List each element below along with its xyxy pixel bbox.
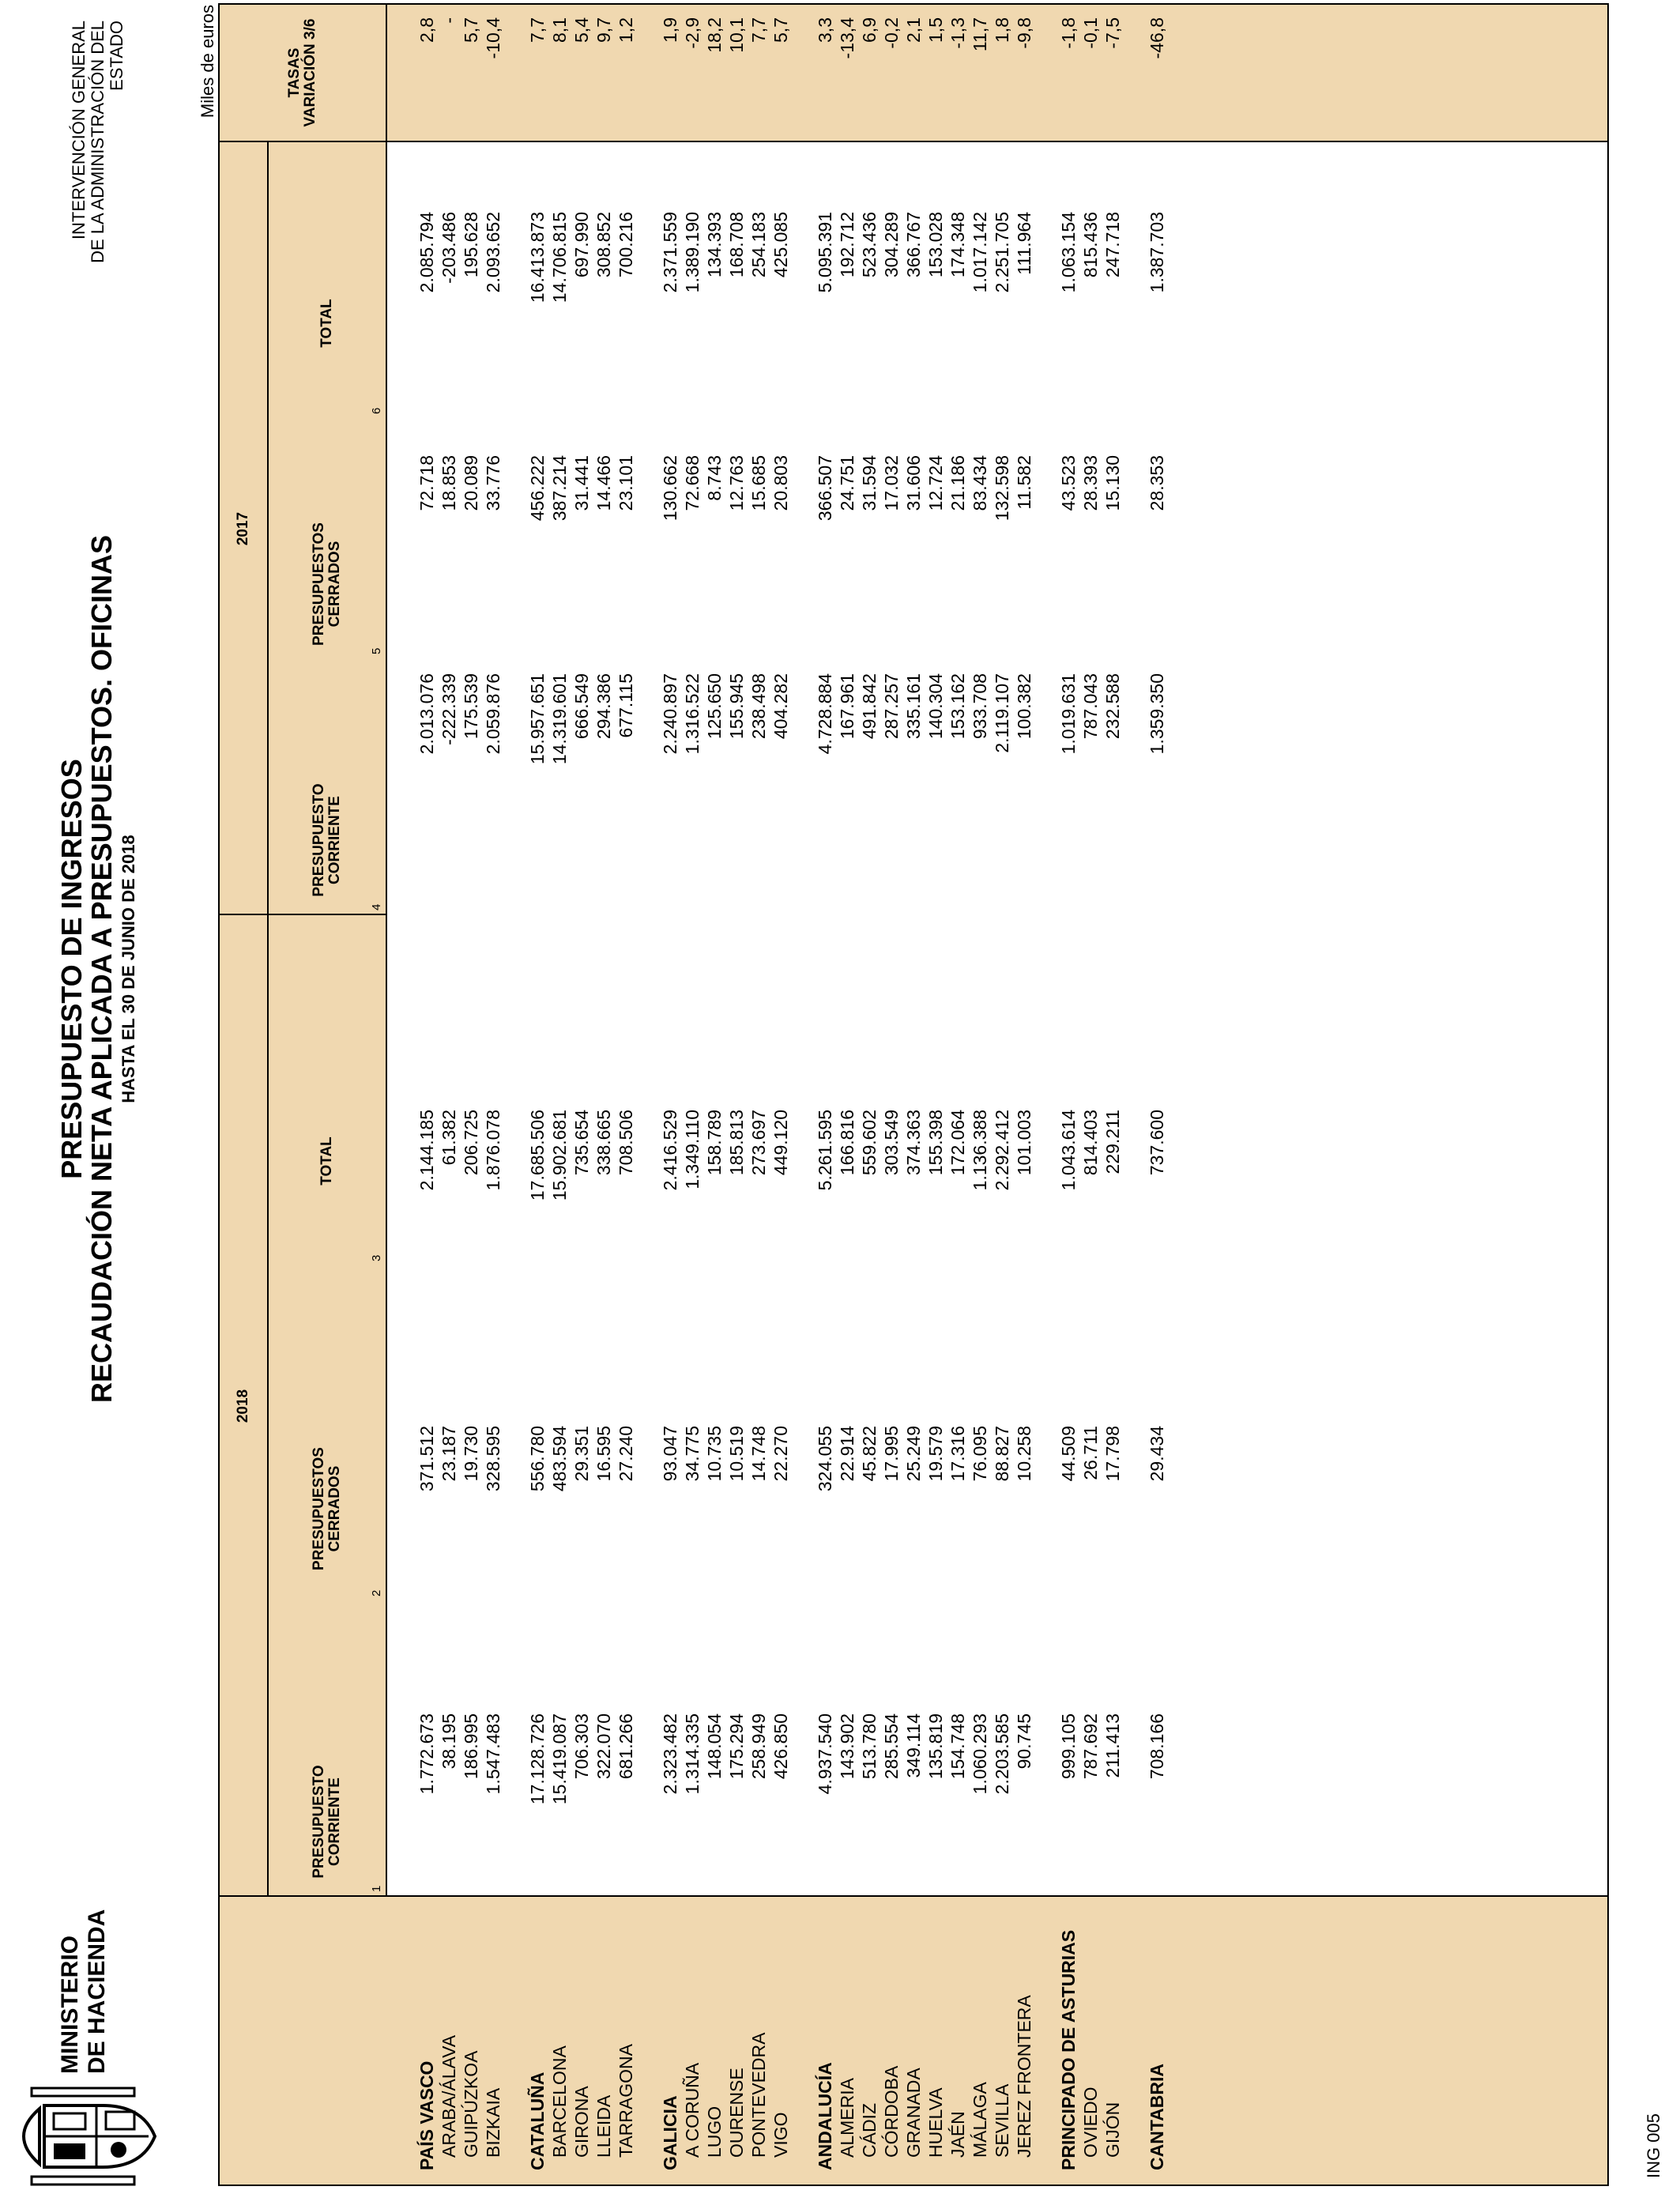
row-label: BARCELONA <box>549 2045 570 2158</box>
table-cell: -203.486 <box>439 212 459 284</box>
row-label: CÁDIZ <box>859 2103 880 2158</box>
table-cell: 17.032 <box>881 455 902 511</box>
row-label: HUELVA <box>925 2087 946 2158</box>
table-cell: 172.064 <box>947 1110 968 1176</box>
table-cell: 559.602 <box>859 1110 880 1176</box>
table-cell: 14.466 <box>593 455 614 511</box>
table-cell: 153.162 <box>947 673 968 740</box>
col-number-5: 5 <box>370 647 383 654</box>
table-row <box>814 5 836 2185</box>
table-cell: 2.203.585 <box>992 1713 1012 1795</box>
table-cell: 20.089 <box>461 455 481 511</box>
table-row <box>725 5 748 2185</box>
table-cell: 273.697 <box>748 1110 769 1176</box>
table-cell: 15.957.651 <box>527 673 548 765</box>
table-cell: 22.270 <box>770 1426 791 1482</box>
issuer-line-1: INTERVENCIÓN GENERAL <box>69 21 89 240</box>
row-label: PAÍS VASCO <box>416 2060 437 2170</box>
table-cell: 9,7 <box>593 17 614 43</box>
table-cell: 1.359.350 <box>1147 673 1167 755</box>
table-row <box>925 5 947 2185</box>
table-cell: 174.348 <box>947 212 968 278</box>
table-cell: 706.303 <box>571 1713 592 1780</box>
issuer-line-2: DE LA ADMINISTRACIÓN DEL ESTADO <box>88 21 126 263</box>
row-label: MÁLAGA <box>970 2082 990 2158</box>
table-cell: 374.363 <box>903 1110 924 1176</box>
table-cell: 61.382 <box>439 1110 459 1166</box>
table-cell: 168.708 <box>726 212 747 278</box>
table-cell: 7,7 <box>748 17 769 43</box>
table-cell: 371.512 <box>416 1426 437 1492</box>
table-cell: 72.668 <box>682 455 703 511</box>
row-label: ARABA/ÁLAVA <box>439 2034 459 2158</box>
table-cell: 304.289 <box>881 212 902 278</box>
table-cell: 387.214 <box>549 455 570 522</box>
table-cell: 2.119.107 <box>992 673 1012 753</box>
table-cell: 426.850 <box>770 1713 791 1780</box>
row-label: GIRONA <box>571 2086 592 2158</box>
table-cell: 211.413 <box>1102 1713 1123 1778</box>
table-cell: 11,7 <box>970 17 990 52</box>
table-cell: 17.316 <box>947 1426 968 1482</box>
table-row <box>1146 5 1168 2185</box>
row-label: OURENSE <box>726 2068 747 2158</box>
table-cell: 17.128.726 <box>527 1713 548 1805</box>
table-cell: 258.949 <box>748 1713 769 1780</box>
table-cell: 2.292.412 <box>992 1110 1012 1191</box>
table-row <box>770 5 792 2185</box>
table-cell: 72.718 <box>416 455 437 511</box>
table-cell: 100.382 <box>1014 673 1034 740</box>
table-cell: 1.136.388 <box>970 1110 990 1191</box>
table-cell: -2,9 <box>682 17 703 49</box>
table-cell: -10,4 <box>483 17 503 59</box>
table-cell: 185.813 <box>726 1110 747 1176</box>
year-2018-line <box>267 915 269 1897</box>
col-total-2017: TOTAL <box>318 299 335 348</box>
table-cell: 153.028 <box>925 212 946 278</box>
table-cell: 12.763 <box>726 455 747 511</box>
table-cell: 186.995 <box>461 1713 481 1780</box>
table-cell: 31.441 <box>571 455 592 511</box>
row-label: VIGO <box>770 2112 791 2158</box>
table-cell: 2.144.185 <box>416 1110 437 1191</box>
row-label: GUIPÚZKOA <box>461 2050 481 2158</box>
table-row <box>416 5 438 2185</box>
table-cell: 2.416.529 <box>660 1110 680 1191</box>
form-code: ING 005 <box>1644 2113 1663 2178</box>
table-cell: 666.549 <box>571 673 592 740</box>
table-row <box>548 5 571 2185</box>
col-number-6: 6 <box>370 407 383 414</box>
table-cell: 7,7 <box>527 17 548 43</box>
table-cell: 1.389.190 <box>682 212 703 293</box>
row-label: GRANADA <box>903 2068 924 2158</box>
row-label: BIZKAIA <box>483 2087 503 2158</box>
table-cell: -0,1 <box>1080 17 1101 49</box>
table-row <box>858 5 880 2185</box>
table-cell: 2.240.897 <box>660 673 680 755</box>
table-cell: -9,8 <box>1014 17 1034 49</box>
table-cell: 132.598 <box>992 455 1012 522</box>
table-cell: 456.222 <box>527 455 548 522</box>
table-cell: 1.547.483 <box>483 1713 503 1795</box>
row-label: JEREZ FRONTERA <box>1014 1995 1034 2158</box>
table-cell: 1,2 <box>616 17 636 43</box>
table-cell: 735.654 <box>571 1110 592 1176</box>
table-cell: 148.054 <box>704 1713 725 1780</box>
table-cell: 999.105 <box>1058 1713 1079 1780</box>
table-row <box>703 5 725 2185</box>
table-cell: 10.735 <box>704 1426 725 1482</box>
table-cell: 523.436 <box>859 212 880 278</box>
table-cell: 1.772.673 <box>416 1713 437 1795</box>
table-cell: 34.775 <box>682 1426 703 1482</box>
col-number-4: 4 <box>370 903 383 910</box>
data-table <box>218 3 1609 2186</box>
table-cell: 23.101 <box>616 455 636 511</box>
issuer <box>70 21 126 266</box>
table-cell: 229.211 <box>1102 1110 1123 1174</box>
table-cell: 3,3 <box>815 17 835 43</box>
table-cell: 449.120 <box>770 1110 791 1176</box>
ministry-line-1: MINISTERIO <box>57 1935 83 2074</box>
table-cell: 140.304 <box>925 673 946 740</box>
col-number-3: 3 <box>370 1254 383 1261</box>
table-cell: 20.803 <box>770 455 791 511</box>
table-cell: 17.685.506 <box>527 1110 548 1201</box>
table-cell: 16.595 <box>593 1426 614 1482</box>
table-cell: 5,7 <box>461 17 481 43</box>
col-number-2: 2 <box>370 1589 383 1596</box>
table-cell: 4.728.884 <box>815 673 835 755</box>
table-cell: 483.594 <box>549 1426 570 1492</box>
table-cell: 787.043 <box>1080 673 1101 740</box>
table-row <box>836 5 858 2185</box>
table-cell: 175.539 <box>461 673 481 740</box>
table-cell: 17.995 <box>881 1426 902 1482</box>
row-label: CÓRDOBA <box>881 2065 902 2158</box>
table-cell: 328.595 <box>483 1426 503 1492</box>
table-cell: 18,2 <box>704 17 725 53</box>
table-cell: 1.060.293 <box>970 1713 990 1795</box>
table-cell: 787.692 <box>1080 1713 1101 1780</box>
table-cell: 737.600 <box>1147 1110 1167 1176</box>
table-cell: 4.937.540 <box>815 1713 835 1795</box>
table-cell: 1.349.110 <box>682 1110 703 1189</box>
table-cell: -222.339 <box>439 673 459 745</box>
table-cell: 155.398 <box>925 1110 946 1176</box>
table-cell: 143.902 <box>837 1713 857 1780</box>
table-cell: 2.371.559 <box>660 212 680 293</box>
table-cell: 708.166 <box>1147 1713 1167 1780</box>
table-cell: 8.743 <box>704 455 725 501</box>
table-cell: 335.161 <box>903 673 924 740</box>
table-cell: 192.712 <box>837 212 857 278</box>
table-cell: 238.498 <box>748 673 769 740</box>
table-cell: -1,8 <box>1058 17 1079 49</box>
table-cell: 5.095.391 <box>815 212 835 293</box>
table-cell: 167.961 <box>837 673 857 740</box>
table-cell: 1.316.522 <box>682 673 703 755</box>
col-corriente-2018: PRESUPUESTO CORRIENTE <box>311 1765 343 1879</box>
table-row <box>681 5 703 2185</box>
table-cell: 31.606 <box>903 455 924 511</box>
table-cell: 158.789 <box>704 1110 725 1176</box>
row-label: SEVILLA <box>992 2083 1012 2158</box>
table-cell: 254.183 <box>748 212 769 278</box>
table-cell: 5,4 <box>571 17 592 43</box>
table-cell: 14.706.815 <box>549 212 570 303</box>
table-cell: 8,1 <box>549 17 570 43</box>
row-label: CANTABRIA <box>1147 2063 1167 2170</box>
table-cell: 19.730 <box>461 1426 481 1482</box>
table-cell: 338.665 <box>593 1110 614 1176</box>
table-cell: 2,1 <box>903 17 924 43</box>
table-cell: 294.386 <box>593 673 614 740</box>
table-cell: 206.725 <box>461 1110 481 1176</box>
table-cell: 349.114 <box>903 1713 924 1778</box>
table-row <box>1079 5 1102 2185</box>
table-cell: 22.914 <box>837 1426 857 1482</box>
table-cell: 287.257 <box>881 673 902 740</box>
table-row <box>991 5 1013 2185</box>
row-label: LUGO <box>704 2105 725 2158</box>
table-cell: 1,9 <box>660 17 680 43</box>
table-cell: 17.798 <box>1102 1426 1123 1482</box>
table-cell: 15.685 <box>748 455 769 511</box>
table-row <box>615 5 637 2185</box>
table-cell: 10,1 <box>726 17 747 53</box>
table-cell: 700.216 <box>616 212 636 278</box>
table-cell: 130.662 <box>660 455 680 522</box>
table-cell: 322.070 <box>593 1713 614 1780</box>
table-cell: 38.195 <box>439 1713 459 1770</box>
table-cell: 26.711 <box>1080 1426 1101 1480</box>
header-bottom-line <box>386 5 387 1897</box>
table-cell: 111.964 <box>1014 212 1034 275</box>
table-row <box>947 5 969 2185</box>
col-tasas: TASAS VARIACIÓN 3/6 <box>286 18 318 127</box>
table-cell: 1,5 <box>925 17 946 43</box>
table-cell: 2.013.076 <box>416 673 437 755</box>
table-cell: 33.776 <box>483 455 503 511</box>
table-row <box>659 5 681 2185</box>
table-cell: 491.842 <box>859 673 880 740</box>
row-label: ALMERIA <box>837 2078 857 2158</box>
table-cell: 2.085.794 <box>416 212 437 293</box>
row-label: PONTEVEDRA <box>748 2032 769 2158</box>
table-cell: 308.852 <box>593 212 614 278</box>
table-cell: 195.628 <box>461 212 481 278</box>
table-cell: 15.130 <box>1102 455 1123 511</box>
table-cell: 93.047 <box>660 1426 680 1482</box>
row-label: PRINCIPADO DE ASTURIAS <box>1058 1929 1079 2170</box>
table-cell: 24.751 <box>837 455 857 511</box>
table-cell: 125.650 <box>704 673 725 740</box>
row-label: TARRAGONA <box>616 2044 636 2158</box>
table-cell: 1.043.614 <box>1058 1110 1079 1191</box>
table-cell: 5,7 <box>770 17 791 43</box>
table-row <box>1057 5 1079 2185</box>
table-cell: 513.780 <box>859 1713 880 1780</box>
col-cerrados-2017: PRESUPUESTOS CERRADOS <box>311 522 343 646</box>
table-cell: 366.507 <box>815 455 835 522</box>
units-label: Miles de euros <box>198 5 217 119</box>
table-cell: 2.059.876 <box>483 673 503 755</box>
col-number-1: 1 <box>370 1885 383 1892</box>
col-cerrados-2018: PRESUPUESTOS CERRADOS <box>311 1447 343 1570</box>
row-label: A CORUÑA <box>682 2062 703 2158</box>
col-total-2018: TOTAL <box>318 1137 335 1186</box>
table-cell: 23.187 <box>439 1426 459 1482</box>
table-cell: 166.816 <box>837 1110 857 1176</box>
table-cell: 101.003 <box>1014 1110 1034 1176</box>
table-cell: 25.249 <box>903 1426 924 1482</box>
table-cell: 681.266 <box>616 1713 636 1780</box>
table-cell: 708.506 <box>616 1110 636 1176</box>
table-cell: -7,5 <box>1102 17 1123 49</box>
row-label: GALICIA <box>660 2095 680 2170</box>
table-cell: 1.387.703 <box>1147 212 1167 293</box>
table-cell: 6,9 <box>859 17 880 43</box>
table-row <box>593 5 615 2185</box>
report-title: PRESUPUESTO DE INGRESOS <box>55 759 88 1179</box>
table-cell: 135.819 <box>925 1713 946 1780</box>
table-cell: 28.353 <box>1147 455 1167 511</box>
table-cell: 425.085 <box>770 212 791 278</box>
col-corriente-2017: PRESUPUESTO CORRIENTE <box>311 783 343 897</box>
table-row <box>1102 5 1124 2185</box>
table-row <box>482 5 504 2185</box>
table-cell: 154.748 <box>947 1713 968 1780</box>
row-label: CATALUÑA <box>527 2071 548 2170</box>
year-2017-header: 2017 <box>235 511 251 546</box>
table-cell: 31.594 <box>859 455 880 511</box>
row-label: JAÉN <box>947 2111 968 2158</box>
table-cell: 285.554 <box>881 1713 902 1780</box>
table-cell: 1.314.335 <box>682 1713 703 1795</box>
table-cell: 27.240 <box>616 1426 636 1482</box>
table-cell: 697.990 <box>571 212 592 278</box>
table-cell: -13,4 <box>837 17 857 59</box>
table-row <box>526 5 548 2185</box>
table-cell: 2.093.652 <box>483 212 503 293</box>
table-cell: 18.853 <box>439 455 459 511</box>
table-cell: 76.095 <box>970 1426 990 1482</box>
table-cell: 2,8 <box>416 17 437 43</box>
ministry-name <box>57 1909 111 2074</box>
table-cell: -46,8 <box>1147 17 1167 59</box>
table-cell: 324.055 <box>815 1426 835 1492</box>
table-cell: 90.745 <box>1014 1713 1034 1770</box>
table-cell: 303.549 <box>881 1110 902 1176</box>
table-cell: 5.261.595 <box>815 1110 835 1191</box>
table-cell: 366.767 <box>903 212 924 278</box>
table-row <box>571 5 593 2185</box>
table-cell: 43.523 <box>1058 455 1079 511</box>
table-cell: 1.019.631 <box>1058 673 1079 755</box>
table-cell: 14.748 <box>748 1426 769 1482</box>
table-row <box>438 5 460 2185</box>
table-row <box>902 5 925 2185</box>
table-cell: 2.323.482 <box>660 1713 680 1795</box>
row-label: ANDALUCÍA <box>815 2062 835 2170</box>
table-cell: 11.582 <box>1014 455 1034 510</box>
table-cell: 29.351 <box>571 1426 592 1482</box>
table-cell: 2.251.705 <box>992 212 1012 293</box>
table-cell: 83.434 <box>970 455 990 511</box>
table-cell: 1.063.154 <box>1058 212 1079 293</box>
table-row <box>1013 5 1035 2185</box>
table-cell: 814.403 <box>1080 1110 1101 1176</box>
table-cell: 29.434 <box>1147 1426 1167 1482</box>
table-cell: 933.708 <box>970 673 990 740</box>
table-cell: 815.436 <box>1080 212 1101 278</box>
table-cell: 16.413.873 <box>527 212 548 303</box>
table-cell: 88.827 <box>992 1426 1012 1482</box>
table-cell: 134.393 <box>704 212 725 278</box>
table-cell: 12.724 <box>925 455 946 511</box>
table-cell: 10.258 <box>1014 1426 1034 1482</box>
table-cell: -0,2 <box>881 17 902 49</box>
table-row <box>969 5 991 2185</box>
report-date: HASTA EL 30 DE JUNIO DE 2018 <box>119 835 138 1103</box>
table-cell: 1.017.142 <box>970 212 990 293</box>
table-cell: -1,3 <box>947 17 968 49</box>
table-row <box>748 5 770 2185</box>
table-cell: - <box>439 17 459 24</box>
table-cell: 556.780 <box>527 1426 548 1492</box>
row-label: LLEIDA <box>593 2094 614 2158</box>
year-2017-line <box>267 142 269 915</box>
report-subtitle: RECAUDACIÓN NETA APLICADA A PRESUPUESTOS. OFICINAS <box>85 534 118 1404</box>
table-cell: 28.393 <box>1080 455 1101 511</box>
table-cell: 677.115 <box>616 673 636 738</box>
year-2018-header: 2018 <box>235 1389 251 1423</box>
coat-of-arms-icon <box>8 2085 163 2188</box>
table-cell: 175.294 <box>726 1713 747 1780</box>
table-cell: 1.876.078 <box>483 1110 503 1191</box>
table-cell: 232.588 <box>1102 673 1123 740</box>
table-cell: 15.902.681 <box>549 1110 570 1201</box>
table-cell: 19.579 <box>925 1426 946 1482</box>
table-row <box>880 5 902 2185</box>
table-cell: 45.822 <box>859 1426 880 1482</box>
row-label: GIJÓN <box>1102 2102 1123 2158</box>
table-cell: 15.419.087 <box>549 1713 570 1805</box>
table-row <box>460 5 482 2185</box>
table-cell: 14.319.601 <box>549 673 570 765</box>
table-cell: 404.282 <box>770 673 791 740</box>
table-cell: 1,8 <box>992 17 1012 43</box>
table-cell: 155.945 <box>726 673 747 740</box>
table-cell: 10.519 <box>726 1426 747 1482</box>
table-cell: 44.509 <box>1058 1426 1079 1482</box>
row-label: OVIEDO <box>1080 2087 1101 2158</box>
table-cell: 21.186 <box>947 455 968 511</box>
ministry-line-2: DE HACIENDA <box>84 1909 110 2074</box>
table-cell: 247.718 <box>1102 212 1123 278</box>
